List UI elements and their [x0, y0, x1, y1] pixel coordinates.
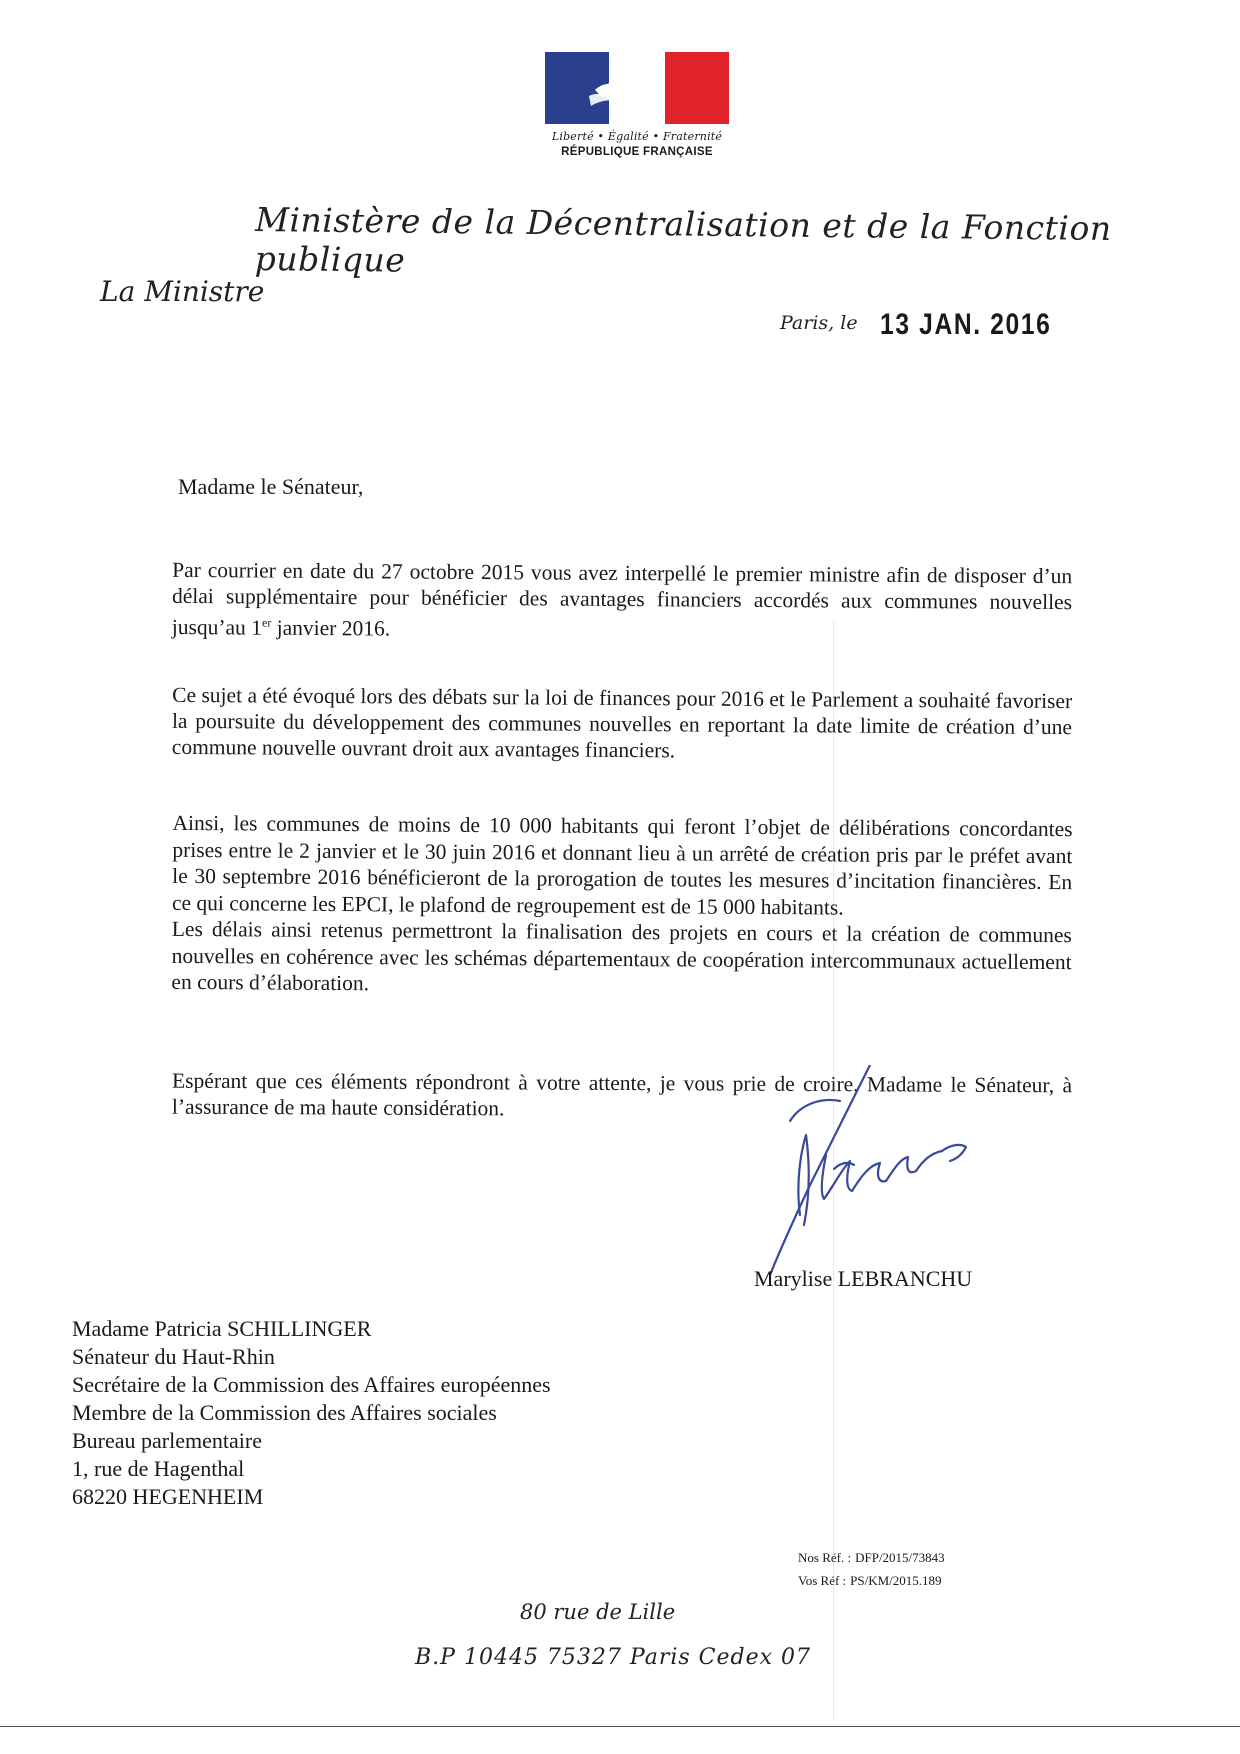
recipient-street: 1, rue de Hagenthal: [72, 1456, 245, 1481]
paragraph-conditions-text: Ainsi, les communes de moins de 10 000 habitants qui feront l’objet de délibérations concordantes prises entre le 2 janvier et le 30 juin 2016 et donnant lieu à un arrêté de création pris par le préfet avant le 30 septembre 2016 bénéficieront de la prorogation de toutes les mesures d’incitation financières. En ce qui concerne les EPCI, le plafond de regroupement est de 15 000 habitants.: [171, 810, 1073, 920]
salutation: Madame le Sénateur,: [178, 474, 364, 499]
recipient-city: 68220 HEGENHEIM: [72, 1484, 264, 1509]
paper-fold-line: [833, 620, 834, 1720]
footer-street: 80 rue de Lille: [520, 1600, 676, 1624]
our-reference-value: DFP/2015/73843: [855, 1550, 945, 1565]
paragraph-request: [172, 557, 1073, 646]
paragraph-parliament: Ce sujet a été évoqué lors des débats sur la loi de finances pour 2016 et le Parlement a souhaité favoriser la poursuite du développement des communes nouvelles en reportant la date limite de création d’une commune nouvelle ouvrant droit aux avantages financiers.: [171, 682, 1073, 763]
paragraph-request-end: janvier 2016.: [271, 615, 391, 641]
references: [798, 1546, 949, 1592]
recipient-line: Sénateur du Haut-Rhin: [72, 1344, 275, 1369]
paragraph-conditions: [171, 810, 1072, 1002]
recipient-line: Membre de la Commission des Affaires sociales: [72, 1400, 497, 1425]
ministry-name: Ministère de la Décentralisation et de la Fonction publique: [254, 200, 1112, 280]
recipient-line: Secrétaire de la Commission des Affaires européennes: [72, 1372, 551, 1397]
recipient-address: [72, 1315, 551, 1511]
our-reference-label: Nos Réf. :: [798, 1550, 852, 1565]
your-reference: [798, 1569, 949, 1592]
paragraph-deadlines-text: Les délais ainsi retenus permettront la finalisation des projets en cours et la création de communes nouvelles en cohérence avec les schémas départementaux de coopération intercommunaux actuellement en cours d’élaboration.: [171, 916, 1072, 996]
date-place: Paris, le: [780, 312, 858, 334]
paragraph-request-text: Par courrier en date du 27 octobre 2015 vous avez interpellé le premier ministre afin de disposer d’un délai supplémentaire pour bénéficier des avantages financiers accordés aux communes nouvelles jusqu’au 1: [171, 557, 1073, 640]
footer-city: B.P 10445 75327 Paris Cedex 07: [415, 1645, 812, 1670]
recipient-name: Madame Patricia SCHILLINGER: [72, 1316, 372, 1341]
signatory-name: Marylise LEBRANCHU: [754, 1266, 973, 1291]
author-title: La Ministre: [100, 275, 265, 308]
marianne-flag-logo: [545, 52, 729, 124]
paragraph-closing: Espérant que ces éléments répondront à votre attente, je vous prie de croire, Madame le Sénateur, à l’assurance de ma haute considération.: [171, 1068, 1073, 1121]
republique-logo: [545, 52, 729, 158]
handwritten-signature: [730, 1065, 990, 1285]
your-reference-value: PS/KM/2015.189: [850, 1573, 942, 1588]
recipient-line: Bureau parlementaire: [72, 1428, 262, 1453]
motto: Liberté • Égalité • Fraternité: [551, 130, 723, 143]
our-reference: [798, 1546, 949, 1569]
date-stamp: 13 JAN. 2016: [880, 308, 1052, 341]
page-bottom-edge: [0, 1726, 1240, 1727]
your-reference-label: Vos Réf :: [798, 1573, 847, 1588]
republic-name: RÉPUBLIQUE FRANÇAISE: [561, 146, 713, 158]
ordinal-superscript: er: [261, 615, 272, 630]
